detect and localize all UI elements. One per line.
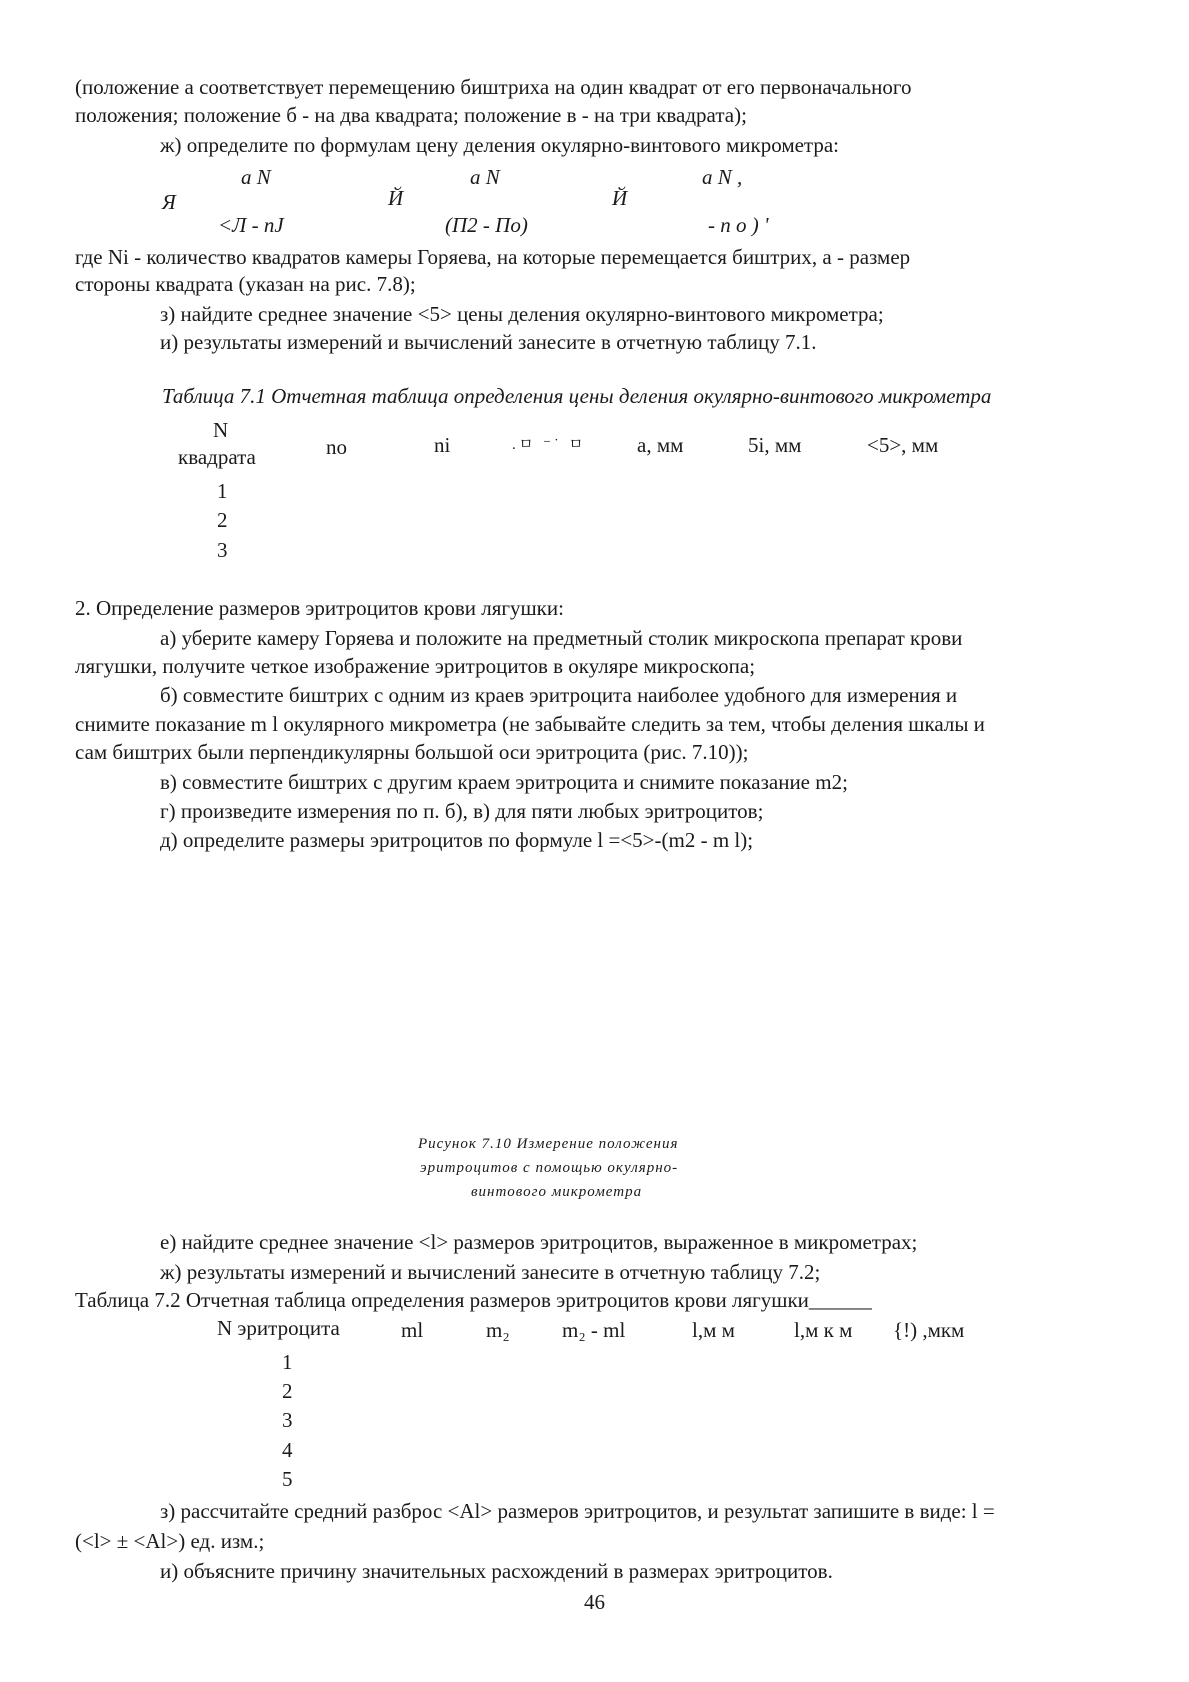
formula-denominator: (П2 - По) <box>445 213 528 237</box>
text-line: г) произведите измерения по п. б), в) для пяти любых эритроцитов; <box>160 799 764 823</box>
table-header: .ㅁ ⁻˙ ㅁ <box>512 437 587 453</box>
text-line: ж) результаты измерений и вычислений занесите в отчетную таблицу 7.2; <box>160 1260 821 1284</box>
formula-lhs: Я <box>162 190 176 214</box>
table-header: no <box>326 435 347 459</box>
table-row: 2 <box>282 1379 293 1403</box>
text-line: сам биштрих были перпендикулярны большой оси эритроцита (рис. 7.10)); <box>75 740 749 764</box>
table-row: 3 <box>282 1408 293 1432</box>
table-header: N эритроцита <box>217 1316 340 1340</box>
table-header: 5i, мм <box>748 433 802 457</box>
text-line: а) уберите камеру Горяева и положите на предметный столик микроскопа препарат крови <box>160 626 963 650</box>
table-header: m₂ <box>486 1318 510 1342</box>
table-row: 1 <box>217 479 228 503</box>
text-line: д) определите размеры эритроцитов по формуле l =<5>-(m2 - m l); <box>160 828 754 852</box>
text-line: з) рассчитайте средний разброс <Al> размеров эритроцитов, и результат запишите в виде: l = <box>160 1499 995 1523</box>
text-line: (положение а соответствует перемещению биштриха на один квадрат от его первоначального <box>75 75 912 99</box>
table-row: 1 <box>282 1350 293 1374</box>
text-line: и) результаты измерений и вычислений занесите в отчетную таблицу 7.1. <box>160 330 817 354</box>
text-line: снимите показание m l окулярного микрометра (не забывайте следить за тем, чтобы деления шкалы и <box>75 712 985 736</box>
table-header: l,м м <box>692 1318 735 1342</box>
table-header: N <box>213 418 229 442</box>
table-caption: Таблица 7.2 Отчетная таблица определения размеров эритроцитов крови лягушки______ <box>75 1288 872 1312</box>
table-header: {!) ,мкм <box>893 1318 965 1342</box>
text-line: ж) определите по формулам цену деления окулярно-винтового микрометра: <box>160 133 840 157</box>
formula-lhs: Й <box>388 186 404 210</box>
table-row: 4 <box>282 1438 293 1462</box>
table-caption: Таблица 7.1 Отчетная таблица определения цены деления окулярно-винтового микрометра <box>162 384 992 408</box>
section-heading: 2. Определение размеров эритроцитов крови лягушки: <box>75 596 564 620</box>
table-row: 5 <box>282 1467 293 1491</box>
formula-numerator: a N , <box>702 165 743 189</box>
text-line: е) найдите среднее значение <l> размеров эритроцитов, выраженное в микрометрах; <box>160 1230 918 1254</box>
table-header: m₂ - ml <box>562 1318 626 1342</box>
table-header: ml <box>401 1318 424 1342</box>
table-header: a, мм <box>637 433 684 457</box>
table-header: ni <box>434 433 451 457</box>
text-line: где Ni - количество квадратов камеры Горяева, на которые перемещается биштрих, a - размер <box>75 245 911 269</box>
formula-numerator: a N <box>241 165 271 189</box>
formula-numerator: a N <box>470 165 500 189</box>
formula-denominator: - n o ) ' <box>708 213 769 237</box>
figure-caption: винтового микрометра <box>471 1184 643 1200</box>
table-row: 2 <box>217 508 228 532</box>
text-line: положения; положение б - на два квадрата; положение в - на три квадрата); <box>75 103 747 127</box>
text-line: з) найдите среднее значение <5> цены деления окулярно-винтового микрометра; <box>160 302 884 326</box>
text-line: стороны квадрата (указан на рис. 7.8); <box>75 272 416 296</box>
formula-denominator: <Л - nJ <box>218 213 284 237</box>
table-row: 3 <box>217 538 228 562</box>
figure-caption: Рисунок 7.10 Измерение положения <box>418 1136 679 1152</box>
table-header: l,м к м <box>794 1318 853 1342</box>
text-line: б) совместите биштрих с одним из краев эритроцита наиболее удобного для измерения и <box>160 683 958 707</box>
formula-lhs: Й <box>612 186 628 210</box>
text-line: лягушки, получите четкое изображение эритроцитов в окуляре микроскопа; <box>75 654 756 678</box>
figure-caption: эритроцитов с помощью окулярно- <box>420 1160 679 1176</box>
text-line: в) совместите биштрих с другим краем эритроцита и снимите показание m2; <box>160 770 848 794</box>
table-header: квадрата <box>178 445 256 469</box>
text-line: (<l> ± <Al>) ед. изм.; <box>75 1529 265 1553</box>
text-line: и) объясните причину значительных расхождений в размерах эритроцитов. <box>160 1559 833 1583</box>
page-number: 46 <box>584 1590 605 1614</box>
table-header: <5>, мм <box>867 433 939 457</box>
